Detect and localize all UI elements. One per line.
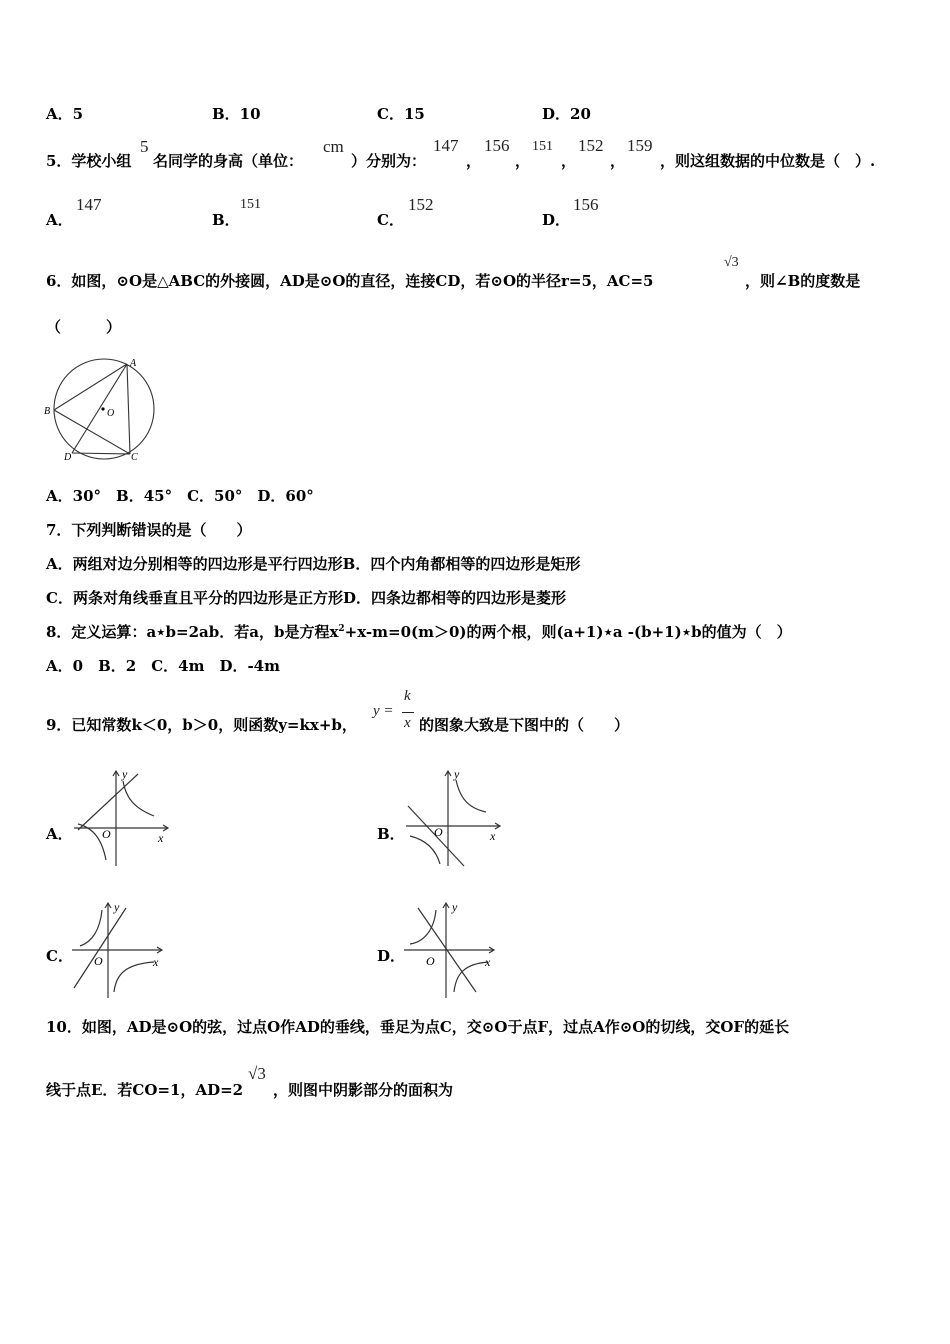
q6-paren: （ ） <box>46 318 122 336</box>
q5-comma-1: ， <box>466 152 482 170</box>
center-point <box>101 407 104 410</box>
formula-y: y = <box>373 703 394 719</box>
hyperbola-branch-1 <box>456 780 486 812</box>
hyperbola-branch-2 <box>114 962 154 992</box>
q10-text-line-2b: ，则图中阴影部分的面积为 <box>273 1081 454 1099</box>
label-o: O <box>434 825 443 839</box>
q5-option-d: D． <box>542 211 571 229</box>
q7-options-line-1: A．两组对边分别相等的四边形是平行四边形B．四个内角都相等的四边形是矩形 <box>46 555 581 573</box>
label-b: B <box>44 406 51 417</box>
q6-text-1: 6．如图，⊙O是△ABC的外接圆，AD是⊙O的直径，连接CD，若⊙O的半径r=5，AC=5 <box>46 272 654 290</box>
q5-text-3: ）分别为： <box>351 152 427 170</box>
q5-comma-3: ， <box>561 152 577 170</box>
q4-option-b: B．10 <box>212 105 261 123</box>
label-c: C <box>131 452 138 463</box>
q9-text-1: 9．已知常数k＜0，b＞0，则函数y=kx+b， <box>46 716 357 734</box>
q5-option-b-value: 151 <box>240 197 261 212</box>
label-x: x <box>158 831 164 845</box>
q9-option-a: A． <box>46 825 73 843</box>
q9-option-c: C． <box>46 947 73 965</box>
q6-circle-figure <box>40 356 165 464</box>
hyperbola-branch-1 <box>123 781 154 816</box>
q9-text-2: 的图象大致是下图中的（ ） <box>419 716 630 734</box>
q5-comma-2: ， <box>515 152 531 170</box>
q9-option-b: B． <box>377 825 405 843</box>
q5-text-4: ，则这组数据的中位数是（ ）. <box>660 152 876 170</box>
q5-text-1: 5．学校小组 <box>46 152 132 170</box>
q4-option-c: C．15 <box>377 105 425 123</box>
q9-graph-d <box>402 900 498 1000</box>
q7-options-line-2: C．两条对角线垂直且平分的四边形是正方形D．四条边都相等的四边形是菱形 <box>46 589 566 607</box>
q7-question: 7．下列判断错误的是（ ） <box>46 521 252 539</box>
formula-x: x <box>404 715 411 731</box>
label-o: O <box>426 954 435 968</box>
label-d: D <box>64 452 72 463</box>
q4-option-d: D．20 <box>542 105 591 123</box>
q5-value-4: 152 <box>578 136 604 155</box>
q5-option-a: A． <box>46 211 73 229</box>
hyperbola-branch-2 <box>410 836 440 864</box>
formula-k: k <box>404 688 411 704</box>
q5-value-3: 151 <box>532 139 553 154</box>
q6-options: A．30° B．45° C．50° D．60° <box>46 487 314 505</box>
q8-superscript: 2 <box>338 624 345 634</box>
q10-text-line-2a: 线于点E．若CO=1，AD=2 <box>46 1081 244 1099</box>
label-a: A <box>130 358 137 369</box>
q5-comma-4: ， <box>610 152 626 170</box>
q9-graph-c <box>70 900 166 1000</box>
q4-option-a: A．5 <box>46 105 84 123</box>
fraction-bar <box>402 712 414 713</box>
q6-text-2: ，则∠B的度数是 <box>745 272 861 290</box>
label-o: O <box>107 408 115 419</box>
q5-value-1: 147 <box>433 136 459 155</box>
q5-value-5: 159 <box>627 136 653 155</box>
q10-sqrt3: √3 <box>248 1064 266 1083</box>
label-o: O <box>94 954 103 968</box>
label-o: O <box>102 827 111 841</box>
line-graph <box>78 774 138 830</box>
q5-option-c: C． <box>377 211 404 229</box>
label-x: x <box>490 829 496 843</box>
q9-option-d: D． <box>377 947 406 965</box>
label-y: y <box>452 900 458 914</box>
q10-text-line-1: 10．如图，AD是⊙O的弦，过点O作AD的垂线，垂足为点C，交⊙O于点F，过点A作⊙O的切线，交OF的延长 <box>46 1018 790 1036</box>
q5-option-d-value: 156 <box>573 195 599 214</box>
q5-count: 5 <box>140 137 149 156</box>
q5-option-a-value: 147 <box>76 195 102 214</box>
q5-value-2: 156 <box>484 136 510 155</box>
q5-text-2: 名同学的身高（单位： <box>153 152 304 170</box>
q8-text-2: +x-m=0(m＞0)的两个根，则(a+1)⋆a -(b+1)⋆b的值为（ ） <box>344 623 792 641</box>
label-x: x <box>153 955 159 969</box>
label-y: y <box>454 768 460 781</box>
q9-formula <box>373 688 419 736</box>
q6-sqrt3: √3 <box>724 255 739 270</box>
label-y: y <box>114 900 120 914</box>
hyperbola-branch-1 <box>80 910 102 946</box>
q9-graph-a <box>72 768 170 868</box>
q8-text-1: 8．定义运算：a⋆b=2ab．若a，b是方程x <box>46 623 339 641</box>
q8-question <box>46 621 792 642</box>
q9-graph-b <box>404 768 502 868</box>
label-x: x <box>485 955 491 969</box>
q8-options: A．0 B．2 C．4m D．-4m <box>46 657 280 675</box>
q5-unit: cm <box>323 137 344 156</box>
label-y: y <box>122 768 128 781</box>
q5-option-c-value: 152 <box>408 195 434 214</box>
q5-option-b: B． <box>212 211 240 229</box>
